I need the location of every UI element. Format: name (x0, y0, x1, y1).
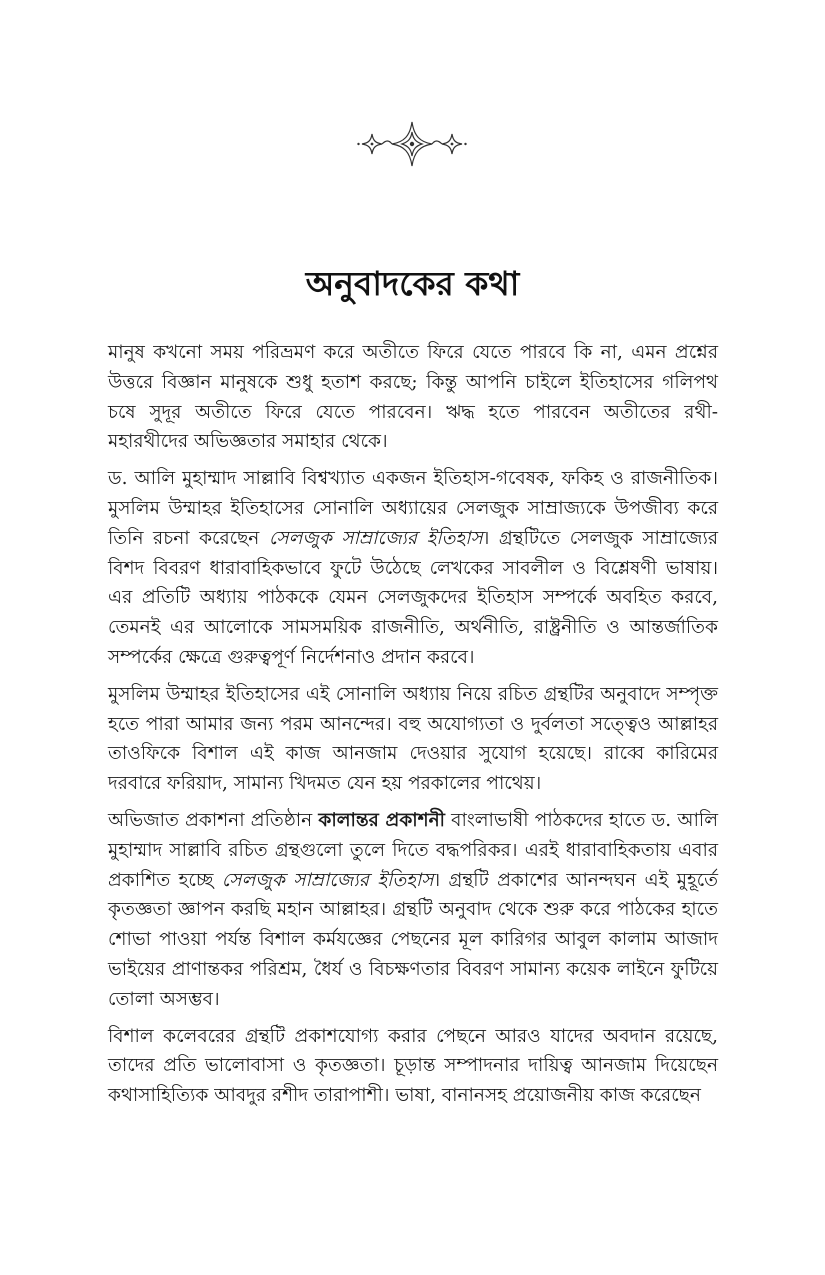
paragraph-2-text-b: । গ্রন্থটিতে সেলজুক সাম্রাজ্যের বিশদ বিবরণ ধারাবাহিকভাবে ফুটে উঠেছে লেখকের সাবলীল ও বিশ্লেষণী ভাষায়। এর প্রতিটি অধ্যায় পাঠককে যেমন সেলজুকদের ইতিহাস সম্পর্কে অবহিত করবে, তেমনই এর আলোকে সামসময়িক রাজনীতি, অর্থনীতি, রাষ্ট্রনীতি ও আন্তর্জাতিক সম্পর্কের ক্ষেত্রে গুরুত্বপূর্ণ নির্দেশনাও প্রদান করবে। (108, 527, 718, 668)
decorative-ornament-icon (356, 118, 468, 170)
paragraph-4 (108, 806, 718, 1015)
page-title: অনুবাদকের কথা (305, 264, 520, 303)
paragraph-4-text-b: বাংলাভাষী পাঠকদের হাতে ড. আলি মুহাম্মাদ সাল্লাবি রচিত গ্রন্থগুলো তুলে দিতে বদ্ধপরিকর। এরই ধারাবাহিকতায় এবার প্রকাশিত হচ্ছে (108, 809, 718, 891)
paragraph-4-text-a: অভিজাত প্রকাশনা প্রতিষ্ঠান (108, 809, 319, 831)
publisher-name-bold: কালান্তর প্রকাশনী (318, 809, 445, 831)
paragraph-1: মানুষ কখনো সময় পরিভ্রমণ করে অতীতে ফিরে যেতে পারবে কি না, এমন প্রশ্নের উত্তরে বিজ্ঞান মানুষকে শুধু হতাশ করছে; কিন্তু আপনি চাইলে ইতিহাসের গলিপথ চষে সুদূর অতীতে ফিরে যেতে পারবেন। ঋদ্ধ হতে পারবেন অতীতের রথী-মহারথীদের অভিজ্ঞতার সমাহার থেকে। (108, 342, 718, 453)
paragraph-3: মুসলিম উম্মাহর ইতিহাসের এই সোনালি অধ্যায় নিয়ে রচিত গ্রন্থটির অনুবাদে সম্পৃক্ত হতে পারা আমার জন্য পরম আনন্দের। বহু অযোগ্যতা ও দুর্বলতা সত্ত্বেও আল্লাহর তাওফিকে বিশাল এই কাজ আনজাম দেওয়ার সুযোগ হয়েছে। রাব্বে কারিমের দরবারে ফরিয়াদ, সামান্য খিদমত যেন হয় পরকালের পাথেয়। (108, 683, 718, 795)
paragraph-5: বিশাল কলেবরের গ্রন্থটি প্রকাশযোগ্য করার পেছনে আরও যাদের অবদান রয়েছে, তাদের প্রতি ভালোবাসা ও কৃতজ্ঞতা। চূড়ান্ত সম্পাদনার দায়িত্ব আনজাম দিয়েছেন কথাসাহিত্যিক আবদুর রশীদ তারাপাশী। ভাষা, বানানসহ প্রয়োজনীয় কাজ করেছেন (108, 1025, 718, 1107)
paragraph-2 (108, 464, 718, 673)
paragraph-2-text-a: ড. আলি মুহাম্মাদ সাল্লাবি বিশ্বখ্যাত একজন ইতিহাস-গবেষক, ফকিহ ও রাজনীতিক। মুসলিম উম্মাহর ইতিহাসের সোনালি অধ্যায়ের সেলজুক সাম্রাজ্যকে উপজীব্য করে তিনি রচনা করেছেন (108, 468, 718, 549)
body-text (108, 338, 718, 1118)
book-title-italic-2: সেলজুক সাম্রাজ্যের ইতিহাস (221, 869, 434, 891)
paragraph-4-text-c: । গ্রন্থটি প্রকাশের আনন্দঘন এই মুহূর্তে কৃতজ্ঞতা জ্ঞাপন করছি মহান আল্লাহর। গ্রন্থটি অনুবাদ থেকে শুরু করে পাঠকের হাতে শোভা পাওয়া পর্যন্ত বিশাল কর্মযজ্ঞের পেছনের মূল কারিগর আবুল কালাম আজাদ ভাইয়ের প্রাণান্তকর পরিশ্রম, ধৈর্য ও বিচক্ষণতার বিবরণ সামান্য কয়েক লাইনে ফুটিয়ে তোলা অসম্ভব। (108, 869, 719, 1010)
book-title-italic: সেলজুক সাম্রাজ্যের ইতিহাস (268, 527, 483, 549)
